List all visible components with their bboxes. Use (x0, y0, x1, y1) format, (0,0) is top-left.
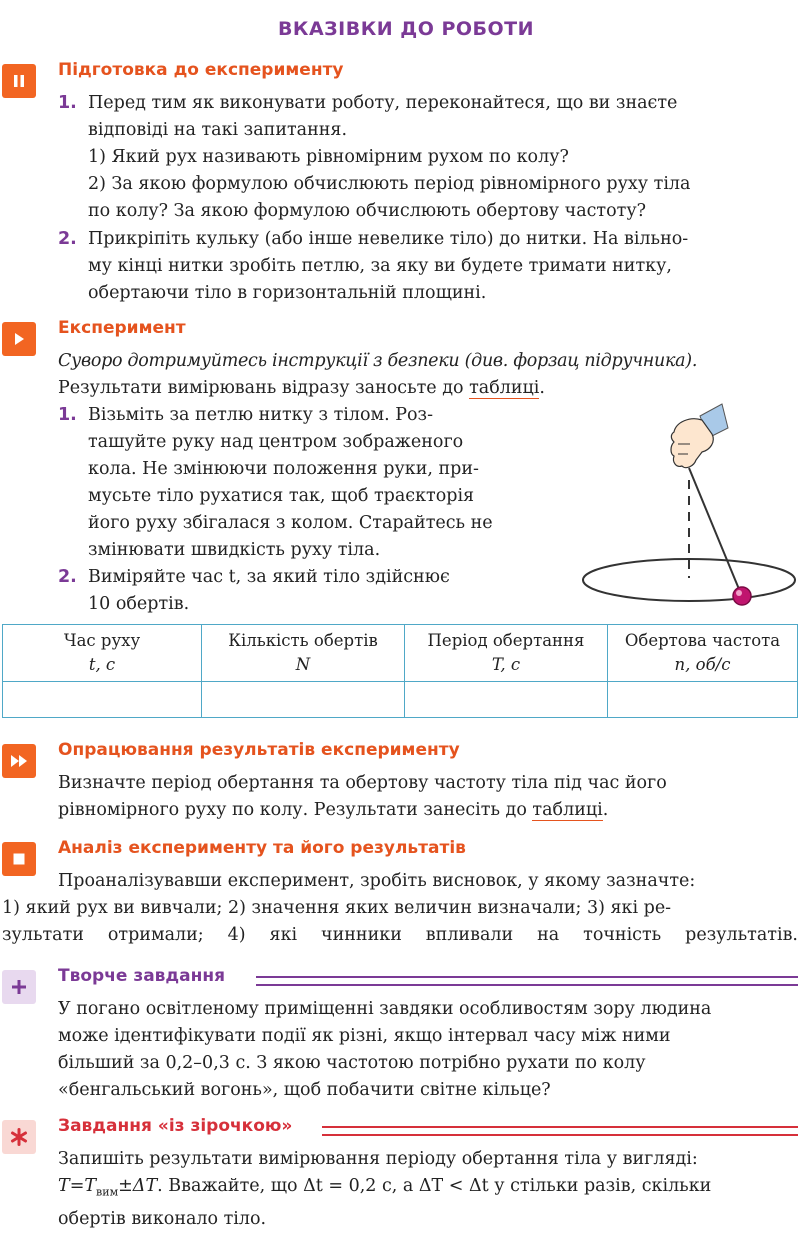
section-divider (256, 976, 798, 986)
section-title-experiment: Експеримент (58, 318, 186, 338)
text-line: 2) За якою формулою обчислюють період рівномірного руху тіла (88, 174, 691, 194)
processing-text (58, 770, 798, 824)
formula-part: ±ΔT (118, 1176, 158, 1196)
formula-part: = (69, 1176, 85, 1196)
text-line: відповіді на такі запитання. (88, 120, 348, 140)
table-header-cell (405, 625, 608, 682)
page-title: ВКАЗІВКИ ДО РОБОТИ (277, 18, 535, 40)
table-header-cell (608, 625, 798, 682)
table-header-row (3, 625, 798, 682)
text-line: зультати отримали; 4) які чинники впливали на точність результатів. (2, 925, 798, 945)
table-link[interactable]: таблиці (469, 378, 540, 398)
text-line: Запишіть результати вимірювання періоду обертання тіла у вигляді: (58, 1149, 698, 1169)
text-line: по колу? За якою формулою обчислюють обертову частоту? (88, 201, 647, 221)
safety-note: Суворо дотримуйтесь інструкції з безпеки (див. форзац підручника). (58, 351, 698, 371)
section-title-processing: Опрацювання результатів експерименту (58, 740, 460, 760)
text-line: ташуйте руку над центром зображеного (88, 432, 464, 452)
table-cell[interactable] (202, 682, 405, 718)
text-line: змінювати швидкість руху тіла. (88, 540, 381, 560)
text-span: Результати вимірювань відразу заносьте до (58, 378, 470, 398)
text-line: більший за 0,2–0,3 с. З якою частотою потрібно рухати по колу (58, 1053, 646, 1073)
header-symbol: N (295, 655, 311, 674)
formula-subscript: вим (96, 1185, 119, 1199)
text-line: кола. Не змінюючи положення руки, при- (88, 459, 479, 479)
item-number: 1. (58, 405, 77, 425)
prep-item-2 (88, 226, 798, 307)
creative-text (58, 996, 798, 1104)
analysis-text (2, 868, 798, 949)
fast-forward-icon (2, 744, 36, 778)
section-title-creative: Творче завдання (58, 966, 226, 986)
text-line: «бенгальський вогонь», щоб побачити світне кільце? (58, 1080, 551, 1100)
conical-pendulum-illustration (578, 398, 800, 618)
text-line: Проаналізувавши експеримент, зробіть висновок, у якому зазначте: (58, 871, 696, 891)
table-cell[interactable] (608, 682, 798, 718)
item-number: 2. (58, 567, 77, 587)
header-symbol: T, c (491, 655, 521, 674)
section-divider (322, 1126, 798, 1136)
text-span: . Вважайте, що Δt = 0,2 с, а ΔT < Δt у стільки разів, скільки (157, 1176, 712, 1196)
header-name: Період обертання (427, 631, 585, 650)
experiment-item-2 (88, 564, 560, 618)
item-number: 2. (58, 229, 77, 249)
text-line: 1) який рух ви вивчали; 2) значення яких величин визначали; 3) які ре- (2, 898, 672, 918)
table-cell[interactable] (405, 682, 608, 718)
text-line: може ідентифікувати події як різні, якщо інтервал часу між ними (58, 1026, 671, 1046)
table-cell[interactable] (3, 682, 202, 718)
section-title-analysis: Аналіз експерименту та його результатів (58, 838, 466, 858)
star-text (58, 1146, 798, 1233)
header-symbol: t, c (88, 655, 116, 674)
text-line: 1) Який рух називають рівномірним рухом по колу? (88, 147, 569, 167)
table-header-cell (3, 625, 202, 682)
plus-icon (2, 970, 36, 1004)
header-name: Кількість обертів (228, 631, 378, 650)
formula-part: T (84, 1176, 97, 1196)
text-line: Прикріпіть кульку (або інше невелике тіло) до нитки. На вільно- (88, 229, 689, 249)
results-table (2, 624, 798, 718)
asterisk-icon (2, 1120, 36, 1154)
text-line: мусьте тіло рухатися так, щоб траєкторія (88, 486, 475, 506)
text-line: обертів виконало тіло. (58, 1208, 267, 1229)
text-line: Візьміть за петлю нитку з тілом. Роз- (88, 405, 434, 425)
text-line: Виміряйте час t, за який тіло здійснює (88, 567, 450, 587)
text-line: Перед тим як виконувати роботу, переконайтеся, що ви знаєте (88, 93, 678, 113)
text-span: . (602, 800, 609, 820)
section-title-preparation: Підготовка до експерименту (58, 60, 344, 80)
item-number: 1. (58, 93, 77, 113)
formula-part: T (58, 1176, 70, 1196)
prep-item-1 (88, 90, 798, 225)
table-header-cell (202, 625, 405, 682)
text-span: . (539, 378, 545, 398)
table-row (3, 682, 798, 718)
text-line (58, 1173, 798, 1206)
header-name: Час руху (63, 631, 141, 650)
table-link[interactable]: таблиці (532, 800, 603, 820)
text-line: му кінці нитки зробіть петлю, за яку ви будете тримати нитку, (88, 256, 672, 276)
text-line: 10 обертів. (88, 594, 190, 614)
header-name: Обертова частота (624, 631, 781, 650)
text-line (58, 797, 798, 824)
header-symbol: n, об/с (674, 655, 731, 674)
section-title-star: Завдання «із зірочкою» (58, 1116, 293, 1136)
text-line: Визначте період обертання та обертову частоту тіла під час його (58, 773, 667, 793)
pause-icon (2, 64, 36, 98)
text-line: його руху збігалася з колом. Старайтесь не (88, 513, 493, 533)
text-line: У погано освітленому приміщенні завдяки особливостям зору людина (58, 999, 712, 1019)
text-line: обертаючи тіло в горизонтальній площині. (88, 283, 487, 303)
experiment-item-1 (88, 402, 560, 564)
text-span: рівномірного руху по колу. Результати занесіть до (58, 800, 533, 820)
play-icon (2, 322, 36, 356)
